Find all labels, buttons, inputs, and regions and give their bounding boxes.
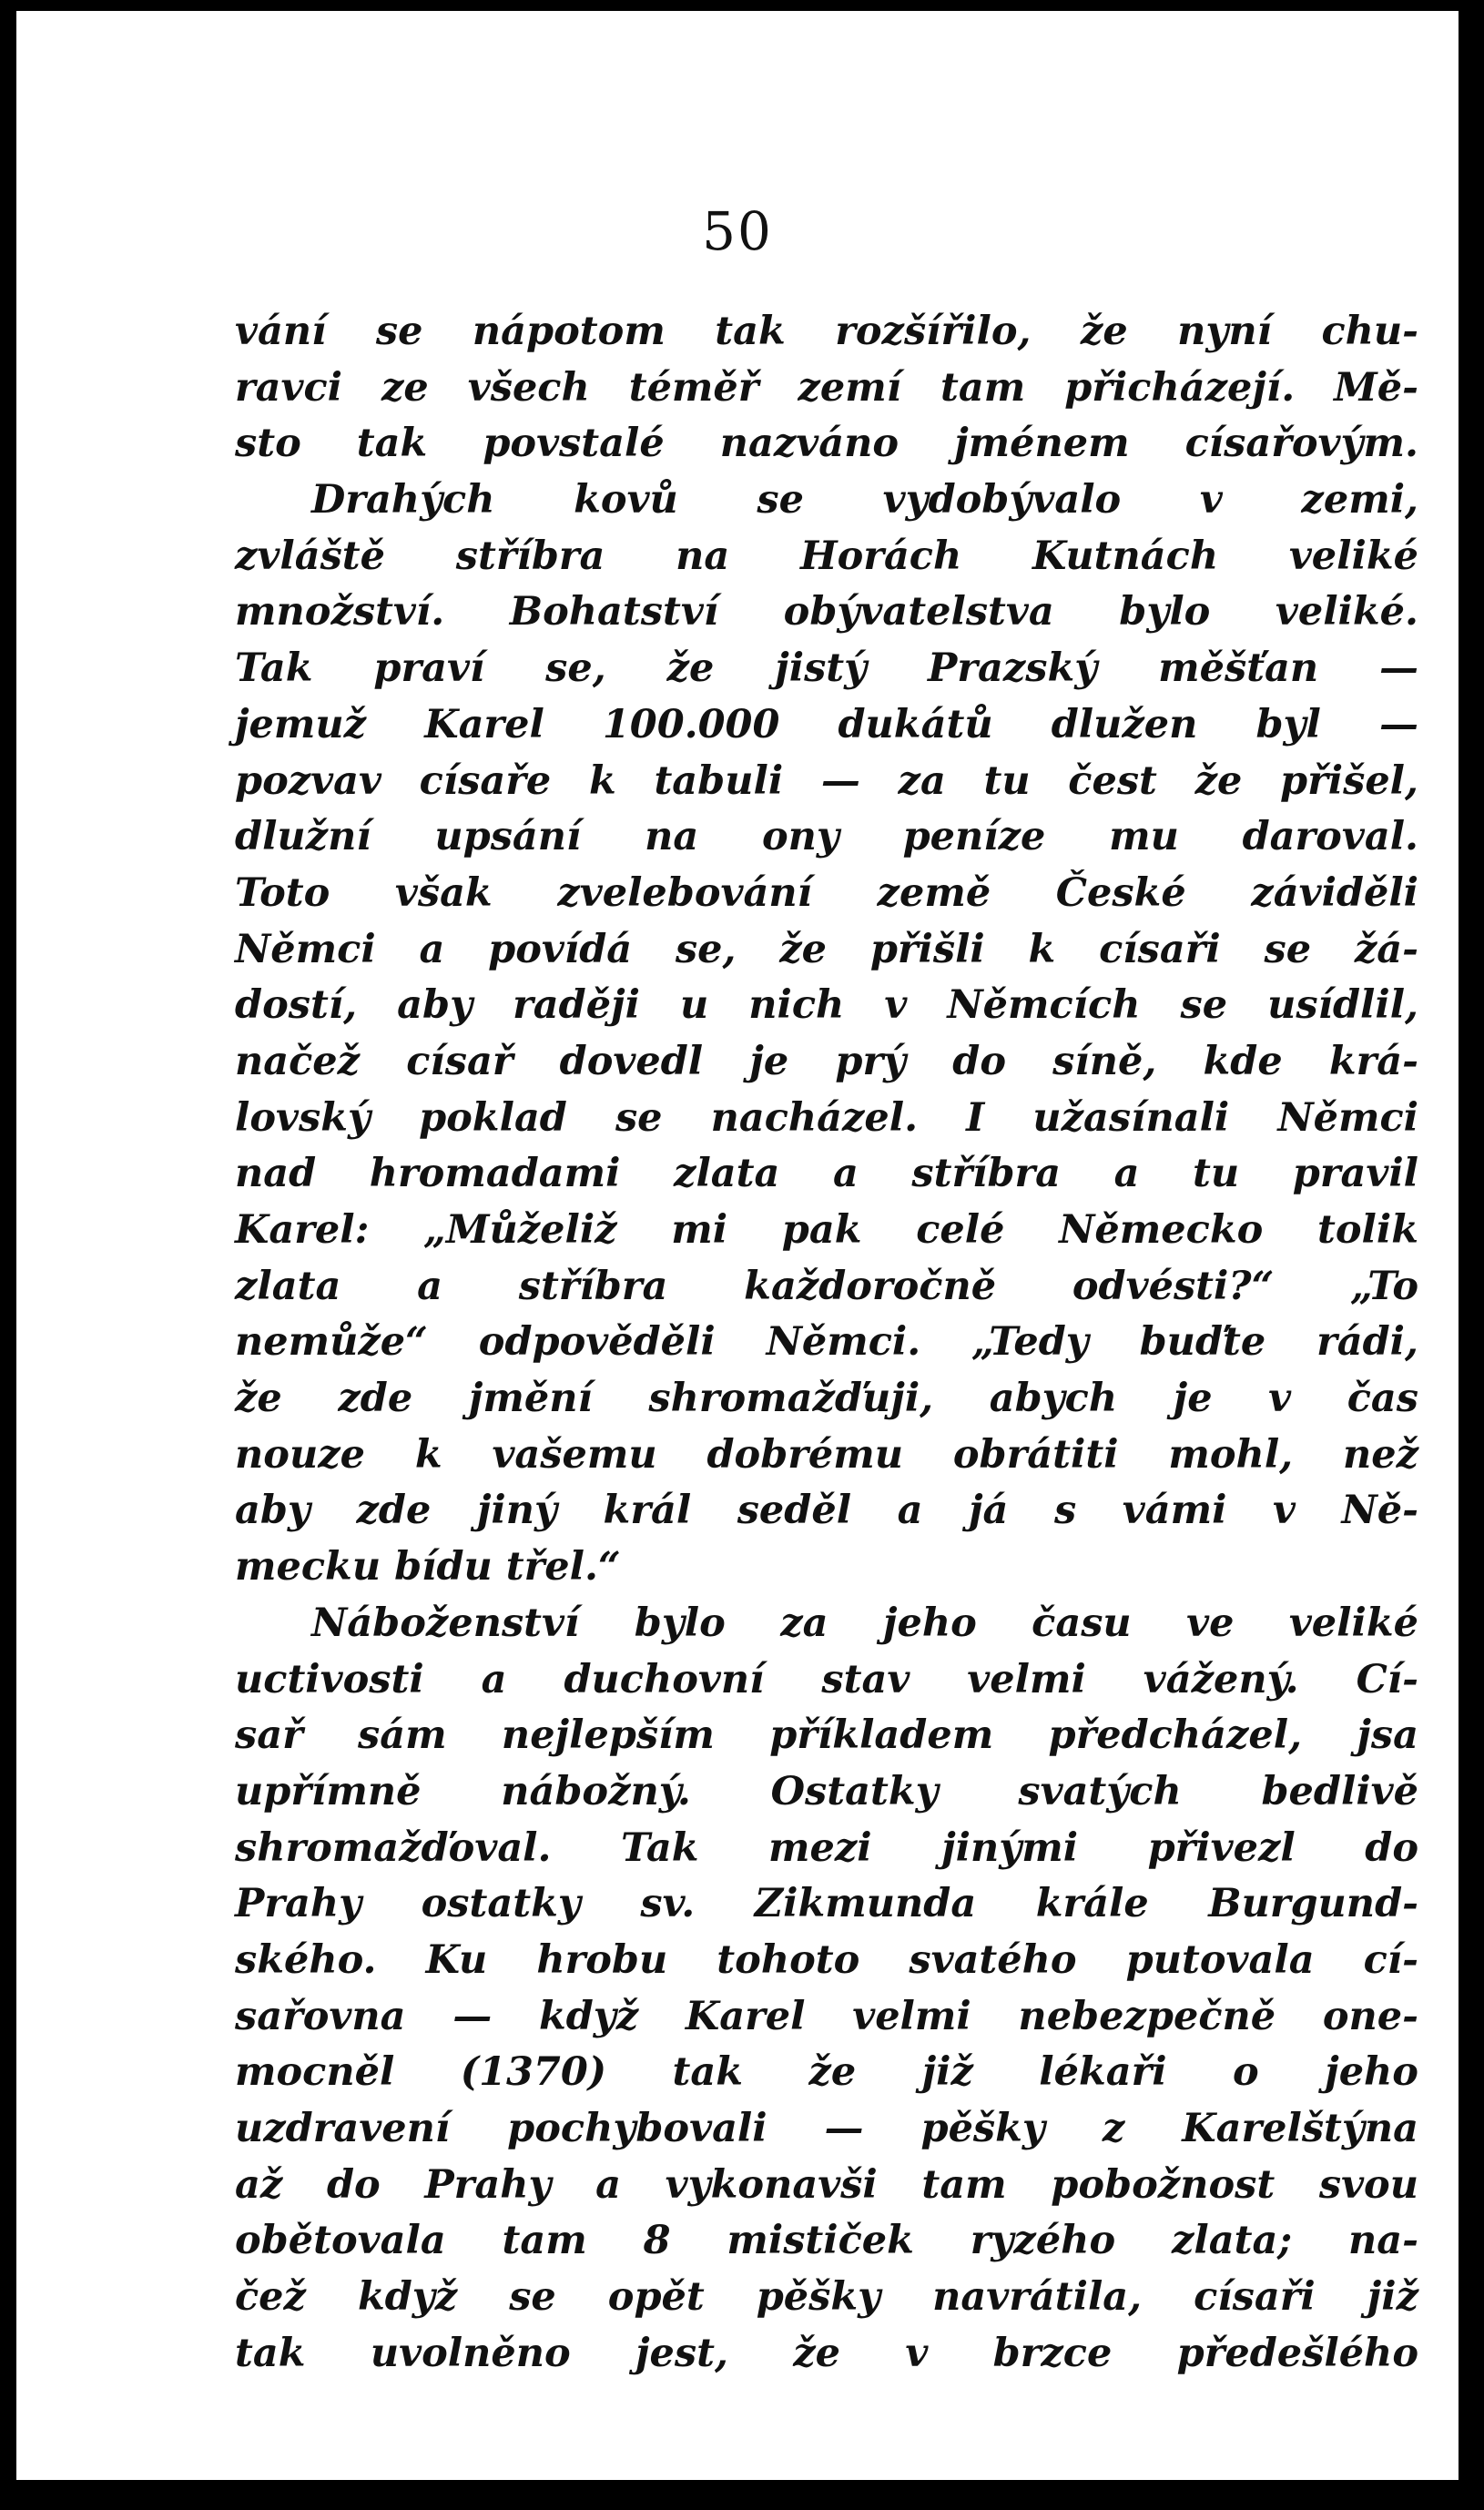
text-line: vání se nápotom tak rozšířilo, že nyní chu- xyxy=(235,309,1418,354)
text-line: sař sám nejlepším příkladem předcházel, jsa xyxy=(235,1712,1418,1759)
text-line: mecku bídu třel.“ xyxy=(235,1544,621,1590)
text-line: uzdravení pochybovali — pěšky z Karelštýna xyxy=(235,2106,1418,2151)
text-line: shromažďoval. Tak mezi jinými přivezl do xyxy=(235,1824,1418,1871)
text-line: sařovna — když Karel velmi nebezpečně one- xyxy=(235,1993,1418,2039)
text-line: lovský poklad se nacházel. I užasínali Němci xyxy=(235,1094,1418,1141)
text-line: uctivosti a duchovní stav velmi vážený. Cí- xyxy=(235,1656,1418,1702)
page-number: 50 xyxy=(702,200,773,262)
text-line: Toto však zvelebování země České záviděli xyxy=(235,869,1418,916)
scan-edge xyxy=(1471,0,1484,2510)
text-line: množství. Bohatství obývatelstva bylo veliké. xyxy=(235,589,1418,635)
text-line: dostí, aby raději u nich v Němcích se usídlil, xyxy=(235,982,1418,1029)
text-line: dlužní upsání na ony peníze mu daroval. xyxy=(235,814,1418,860)
text-line: pozvav císaře k tabuli — za tu čest že přišel, xyxy=(235,757,1418,804)
text-line: Tak praví se, že jistý Prazský měšťan — xyxy=(235,645,1418,692)
book-page xyxy=(16,11,1459,2480)
text-line: Němci a povídá se, že přišli k císaři se žá- xyxy=(235,926,1418,972)
text-line: Drahých kovů se vydobývalo v zemi, xyxy=(311,477,1418,523)
text-line: načež císař dovedl je prý do síně, kde krá- xyxy=(235,1038,1418,1084)
text-line: čež když se opět pěšky navrátila, císaři již xyxy=(235,2274,1418,2321)
text-line: nad hromadami zlata a stříbra a tu pravil xyxy=(235,1151,1418,1197)
text-line: Karel: „Můželiž mi pak celé Německo tolik xyxy=(235,1207,1418,1253)
text-line: nemůže“ odpověděli Němci. „Tedy buďte rádi, xyxy=(235,1319,1418,1366)
text-line: upřímně nábožný. Ostatky svatých bedlivě xyxy=(235,1768,1418,1814)
text-line: mocněl (1370) tak že již lékaři o jeho xyxy=(235,2049,1418,2096)
text-line: tak uvolněno jest, že v brzce předešlého xyxy=(235,2330,1418,2376)
text-line: Prahy ostatky sv. Zikmunda krále Burgund- xyxy=(235,1881,1418,1927)
text-line: až do Prahy a vykonavši tam pobožnost svou xyxy=(235,2161,1418,2208)
text-line: obětovala tam 8 mističek ryzého zlata; na- xyxy=(235,2218,1418,2264)
text-line: nouze k vašemu dobrému obrátiti mohl, než xyxy=(235,1431,1418,1478)
text-line: sto tak povstalé nazváno jménem císařovým. xyxy=(235,421,1418,467)
text-line: že zde jmění shromažďuji, abych je v čas xyxy=(235,1376,1418,1422)
text-line: ského. Ku hrobu tohoto svatého putovala cí- xyxy=(235,1936,1418,1983)
body-text xyxy=(235,304,1418,2382)
text-line: aby zde jiný král seděl a já s vámi v Ně- xyxy=(235,1488,1418,1534)
text-line: zlata a stříbra každoročně odvésti?“ „To xyxy=(235,1263,1418,1309)
text-line: ravci ze všech téměř zemí tam přicházejí. Mě- xyxy=(235,364,1418,411)
text-line: zvláště stříbra na Horách Kutnách veliké xyxy=(235,533,1418,579)
text-line: Náboženství bylo za jeho času ve veliké xyxy=(311,1600,1418,1646)
text-line: jemuž Karel 100.000 dukátů dlužen byl — xyxy=(235,701,1418,747)
